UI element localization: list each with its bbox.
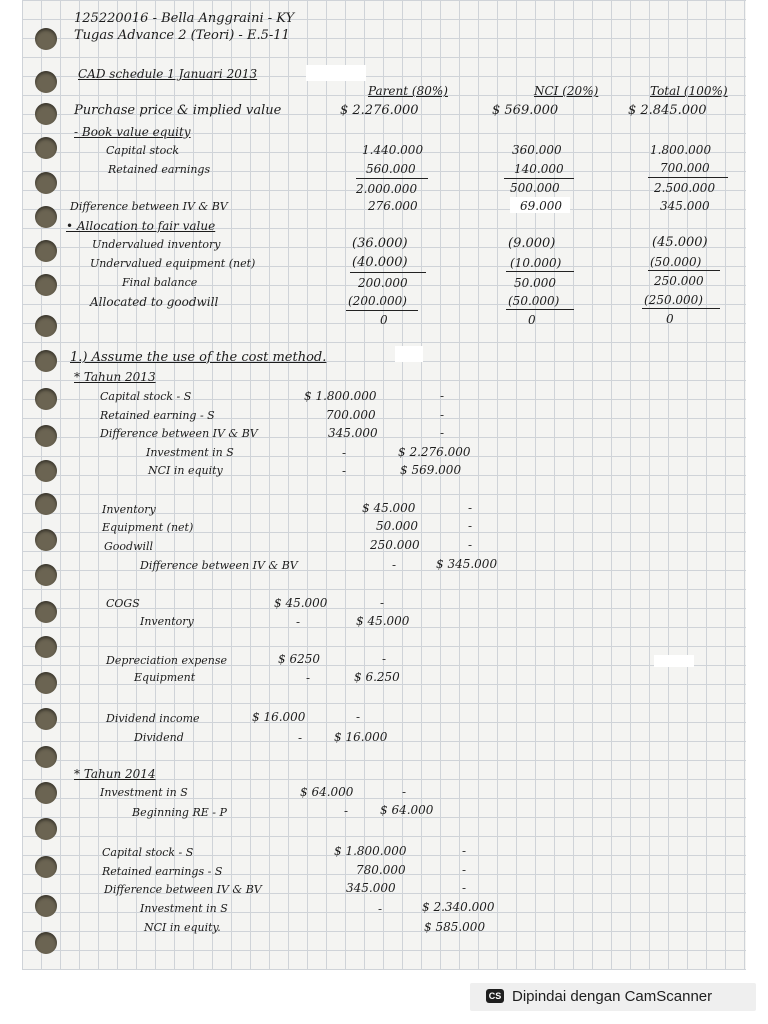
- binder-hole-icon: [35, 782, 57, 804]
- journal-mark: -: [468, 519, 473, 533]
- binder-hole-icon: [35, 71, 57, 93]
- journal-credit: $ 569.000: [400, 463, 462, 477]
- binder-hole-icon: [35, 388, 57, 410]
- subtotal-rule: [648, 177, 728, 178]
- year-heading: * Tahun 2014: [74, 767, 156, 781]
- journal-debit: -: [342, 446, 347, 460]
- binder-hole-icon: [35, 350, 57, 372]
- journal-account: Capital stock - S: [102, 846, 194, 859]
- cad-parent-value: 276.000: [368, 199, 418, 213]
- binder-hole-icon: [35, 856, 57, 878]
- subtotal-rule: [504, 178, 574, 179]
- journal-credit: $ 2.340.000: [422, 900, 495, 914]
- journal-credit: $ 2.276.000: [398, 445, 471, 459]
- binder-hole-icon: [35, 274, 57, 296]
- binder-hole-icon: [35, 315, 57, 337]
- journal-credit: $ 16.000: [334, 730, 388, 744]
- cad-nci-value: 50.000: [514, 276, 556, 290]
- journal-mark: -: [356, 710, 361, 724]
- scanner-watermark-text: Dipindai dengan CamScanner: [512, 988, 713, 1005]
- cad-parent-value: 1.440.000: [362, 143, 424, 157]
- journal-debit: -: [306, 671, 311, 685]
- scan-highlight: [654, 655, 694, 667]
- cad-parent-value: 560.000: [366, 162, 416, 176]
- cad-row-label: Undervalued inventory: [92, 238, 221, 251]
- cad-total-value: $ 2.845.000: [628, 103, 707, 118]
- scan-highlight: [306, 65, 366, 81]
- journal-debit: 700.000: [326, 408, 376, 422]
- journal-mark: -: [468, 538, 473, 552]
- cad-parent-value: 0: [380, 313, 388, 327]
- journal-debit: $ 45.000: [274, 596, 328, 610]
- journal-account: Difference between IV & BV: [140, 559, 298, 572]
- binder-hole-icon: [35, 818, 57, 840]
- binder-hole-icon: [35, 493, 57, 515]
- cad-title: CAD schedule 1 Januari 2013: [78, 67, 258, 81]
- cad-parent-value: 2.000.000: [356, 182, 418, 196]
- journal-mark: -: [380, 596, 385, 610]
- subtotal-rule: [648, 270, 720, 271]
- binder-hole-icon: [35, 172, 57, 194]
- binder-hole-icon: [35, 564, 57, 586]
- subtotal-rule: [356, 178, 428, 179]
- journal-account: NCI in equity: [148, 464, 223, 477]
- journal-mark: -: [468, 501, 473, 515]
- cad-nci-value: 69.000: [520, 199, 562, 213]
- cad-nci-value: (50.000): [508, 294, 560, 308]
- journal-account: Depreciation expense: [106, 654, 228, 667]
- year-heading: * Tahun 2013: [74, 370, 156, 384]
- journal-debit: $ 16.000: [252, 710, 306, 724]
- cad-total-value: 1.800.000: [650, 143, 712, 157]
- journal-account: Dividend income: [106, 712, 200, 725]
- journal-account: Difference between IV & BV: [104, 883, 262, 896]
- binder-hole-icon: [35, 601, 57, 623]
- journal-account: Beginning RE - P: [132, 806, 227, 819]
- binder-hole-icon: [35, 895, 57, 917]
- cad-row-label: Difference between IV & BV: [70, 200, 228, 213]
- journal-debit: 250.000: [370, 538, 420, 552]
- cad-row-label: Final balance: [122, 276, 198, 289]
- journal-account: Difference between IV & BV: [100, 427, 258, 440]
- journal-account: COGS: [106, 597, 140, 610]
- cad-parent-value: (200.000): [348, 294, 407, 308]
- journal-account: Retained earnings - S: [102, 865, 223, 878]
- binder-hole-icon: [35, 672, 57, 694]
- journal-mark: -: [440, 389, 445, 403]
- subtotal-rule: [350, 272, 426, 273]
- journal-account: Inventory: [102, 503, 156, 516]
- journal-account: Equipment (net): [102, 521, 194, 534]
- cad-row-label: • Allocation to fair value: [66, 219, 216, 233]
- journal-mark: -: [462, 844, 467, 858]
- journal-credit: $ 6.250: [354, 670, 400, 684]
- journal-mark: -: [382, 652, 387, 666]
- journal-debit: $ 1.800.000: [304, 389, 377, 403]
- col-header-total: Total (100%): [650, 84, 728, 98]
- cad-total-value: 250.000: [654, 274, 704, 288]
- journal-debit: $ 64.000: [300, 785, 354, 799]
- journal-mark: -: [402, 785, 407, 799]
- binder-hole-icon: [35, 206, 57, 228]
- journal-debit: -: [378, 902, 383, 916]
- journal-credit: $ 345.000: [436, 557, 498, 571]
- binder-hole-icon: [35, 636, 57, 658]
- subtotal-rule: [642, 308, 720, 309]
- journal-account: Investment in S: [146, 446, 234, 459]
- camscanner-logo-icon: CS: [486, 989, 504, 1003]
- journal-account: Inventory: [140, 615, 194, 628]
- cad-parent-value: 200.000: [358, 276, 408, 290]
- journal-debit: 780.000: [356, 863, 406, 877]
- cad-nci-value: (9.000): [508, 236, 556, 251]
- cad-total-value: (45.000): [652, 235, 708, 250]
- binder-hole-icon: [35, 28, 57, 50]
- journal-account: Investment in S: [140, 902, 228, 915]
- header-line: Tugas Advance 2 (Teori) - E.5-11: [74, 28, 290, 43]
- cad-total-value: 0: [666, 312, 674, 326]
- header-line: 125220016 - Bella Anggraini - KY: [74, 11, 295, 26]
- cad-row-label: Purchase price & implied value: [74, 103, 282, 118]
- cad-nci-value: 360.000: [512, 143, 562, 157]
- cad-nci-value: 0: [528, 313, 536, 327]
- binder-hole-icon: [35, 529, 57, 551]
- journal-debit: -: [296, 615, 301, 629]
- cad-nci-value: $ 569.000: [492, 103, 559, 118]
- journal-account: Equipment: [134, 671, 196, 684]
- cad-total-value: (50.000): [650, 255, 702, 269]
- cad-nci-value: 500.000: [510, 181, 560, 195]
- journal-debit: -: [298, 731, 303, 745]
- subtotal-rule: [506, 271, 574, 272]
- journal-account: Capital stock - S: [100, 390, 192, 403]
- journal-mark: -: [462, 881, 467, 895]
- journal-debit: 345.000: [346, 881, 396, 895]
- journal-account: Goodwill: [104, 540, 154, 553]
- journal-debit: -: [392, 558, 397, 572]
- journal-debit: 345.000: [328, 426, 378, 440]
- binder-hole-icon: [35, 425, 57, 447]
- journal-mark: -: [440, 408, 445, 422]
- cad-nci-value: 140.000: [514, 162, 564, 176]
- subtotal-rule: [346, 310, 418, 311]
- journal-debit: -: [344, 804, 349, 818]
- cad-row-label: Capital stock: [106, 144, 180, 157]
- cad-total-value: 345.000: [660, 199, 710, 213]
- cad-row-label: - Book value equity: [74, 125, 191, 139]
- cad-nci-value: (10.000): [510, 256, 562, 270]
- cad-total-value: 2.500.000: [654, 181, 716, 195]
- binder-hole-icon: [35, 103, 57, 125]
- col-header-parent: Parent (80%): [368, 84, 448, 98]
- scan-highlight: [395, 346, 423, 362]
- cad-row-label: Allocated to goodwill: [90, 295, 219, 309]
- journal-account: Retained earning - S: [100, 409, 215, 422]
- journal-account: NCI in equity.: [144, 921, 221, 934]
- binder-hole-icon: [35, 708, 57, 730]
- journal-credit: $ 45.000: [356, 614, 410, 628]
- journal-mark: -: [462, 863, 467, 877]
- journal-account: Dividend: [134, 731, 184, 744]
- binder-hole-icon: [35, 240, 57, 262]
- cad-parent-value: (40.000): [352, 255, 408, 270]
- subtotal-rule: [506, 309, 574, 310]
- cad-row-label: Undervalued equipment (net): [90, 257, 256, 270]
- cad-total-value: 700.000: [660, 161, 710, 175]
- journal-debit: -: [342, 464, 347, 478]
- binder-hole-icon: [35, 932, 57, 954]
- cad-total-value: (250.000): [644, 293, 703, 307]
- cad-parent-value: $ 2.276.000: [340, 103, 419, 118]
- journal-debit: 50.000: [376, 519, 418, 533]
- journal-mark: -: [440, 426, 445, 440]
- journal-account: Investment in S: [100, 786, 188, 799]
- binder-hole-icon: [35, 746, 57, 768]
- col-header-nci: NCI (20%): [534, 84, 599, 98]
- journal-debit: $ 6250: [278, 652, 320, 666]
- section-heading: 1.) Assume the use of the cost method.: [70, 350, 327, 365]
- journal-debit: $ 1.800.000: [334, 844, 407, 858]
- journal-debit: $ 45.000: [362, 501, 416, 515]
- cad-parent-value: (36.000): [352, 236, 408, 251]
- journal-credit: $ 585.000: [424, 920, 486, 934]
- binder-hole-icon: [35, 460, 57, 482]
- journal-credit: $ 64.000: [380, 803, 434, 817]
- cad-row-label: Retained earnings: [108, 163, 211, 176]
- binder-hole-icon: [35, 137, 57, 159]
